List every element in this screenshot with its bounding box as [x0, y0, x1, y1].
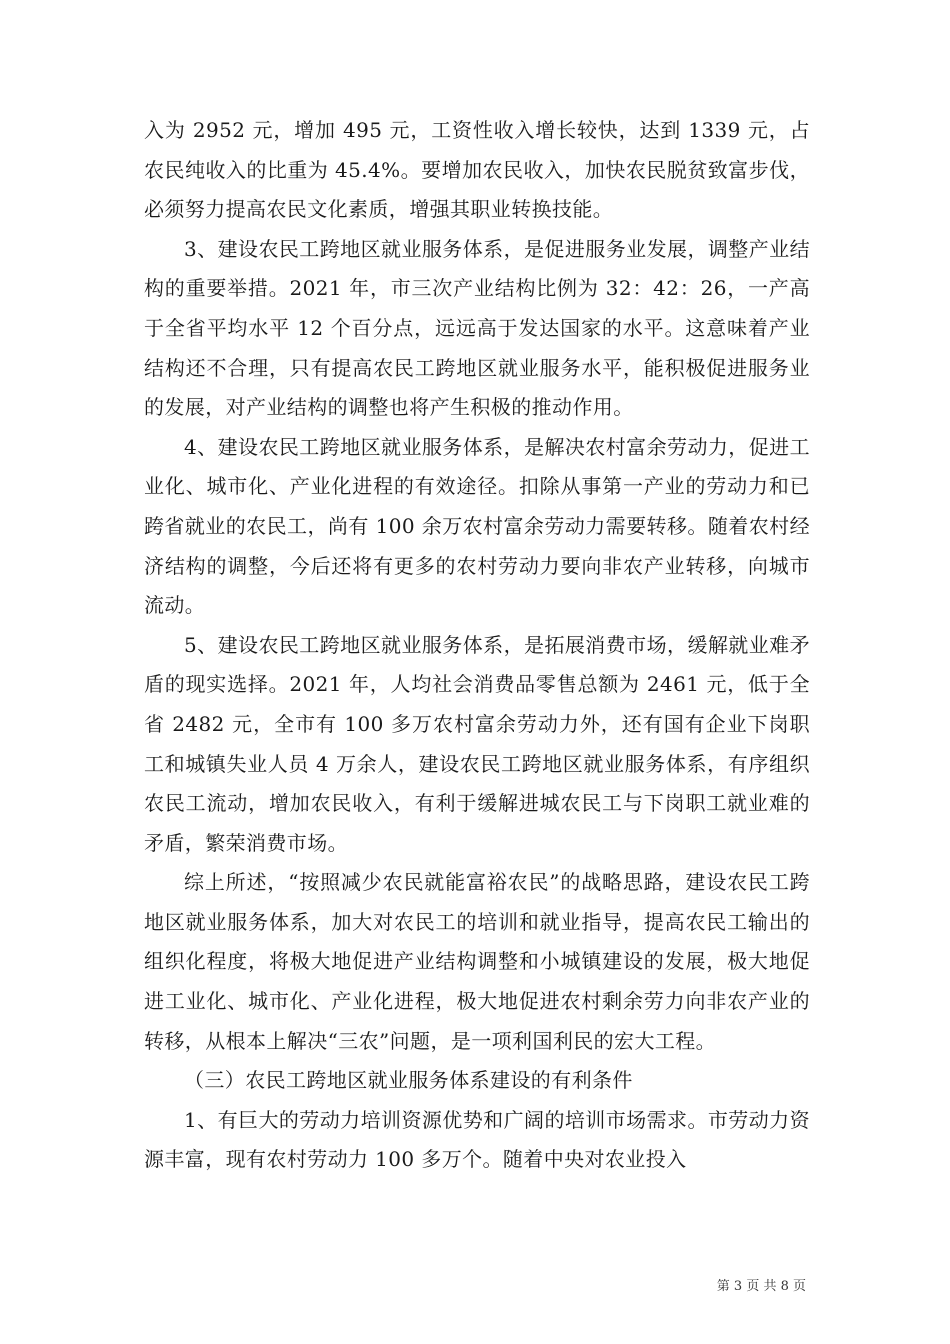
page-number: 第 3 页 共 8 页	[716, 1279, 806, 1294]
section-heading: （三）农民工跨地区就业服务体系建设的有利条件	[184, 1068, 633, 1093]
paragraph-item-3: 3、建设农民工跨地区就业服务体系，是促进服务业发展，调整产业结构的重要举措。2021 年，市三次产业结构比例为 32：42：26，一产高于全省平均水平 12 个百分点，远远高于发达国家的水平。这意味着产业结构还不合理，只有提高农民工跨地区就业服务水平，能积极促进服务业的发展，对产业结构的调整也将产生积极的推动作用。	[144, 236, 810, 420]
paragraph-item-4: 4、建设农民工跨地区就业服务体系，是解决农村富余劳动力，促进工业化、城市化、产业化进程的有效途径。扣除从事第一产业的劳动力和已跨省就业的农民工，尚有 100 余万农村富余劳动力需要转移。随着农村经济结构的调整，今后还将有更多的农村劳动力要向非农产业转移，向城市流动。	[144, 434, 810, 618]
paragraph-item-5: 5、建设农民工跨地区就业服务体系，是拓展消费市场，缓解就业难矛盾的现实选择。2021 年，人均社会消费品零售总额为 2461 元，低于全省 2482 元，全市有 100 多万农村富余劳动力外，还有国有企业下岗职工和城镇失业人员 4 万余人，建设农民工跨地区就业服务体系，有序组织农民工流动，增加农民收入，有利于缓解进城农民工与下岗职工就业难的矛盾，繁荣消费市场。	[144, 632, 810, 855]
paragraph-condition-1: 1、有巨大的劳动力培训资源优势和广阔的培训市场需求。市劳动力资源丰富，现有农村劳动力 100 多万个。随着中央对农业投入	[144, 1107, 810, 1172]
paragraph-continuation: 入为 2952 元，增加 495 元，工资性收入增长较快，达到 1339 元，占农民纯收入的比重为 45.4%。要增加农民收入，加快农民脱贫致富步伐，必须努力提高农民文化素质，增强其职业转换技能。	[144, 118, 810, 222]
document-body	[144, 111, 810, 1180]
paragraph-summary: 综上所述，“按照减少农民就能富裕农民”的战略思路，建设农民工跨地区就业服务体系，加大对农民工的培训和就业指导，提高农民工输出的组织化程度，将极大地促进产业结构调整和小城镇建设的发展，极大地促进工业化、城市化、产业化进程，极大地促进农村剩余劳力向非农产业的转移，从根本上解决“三农”问题，是一项利国利民的宏大工程。	[144, 870, 810, 1053]
